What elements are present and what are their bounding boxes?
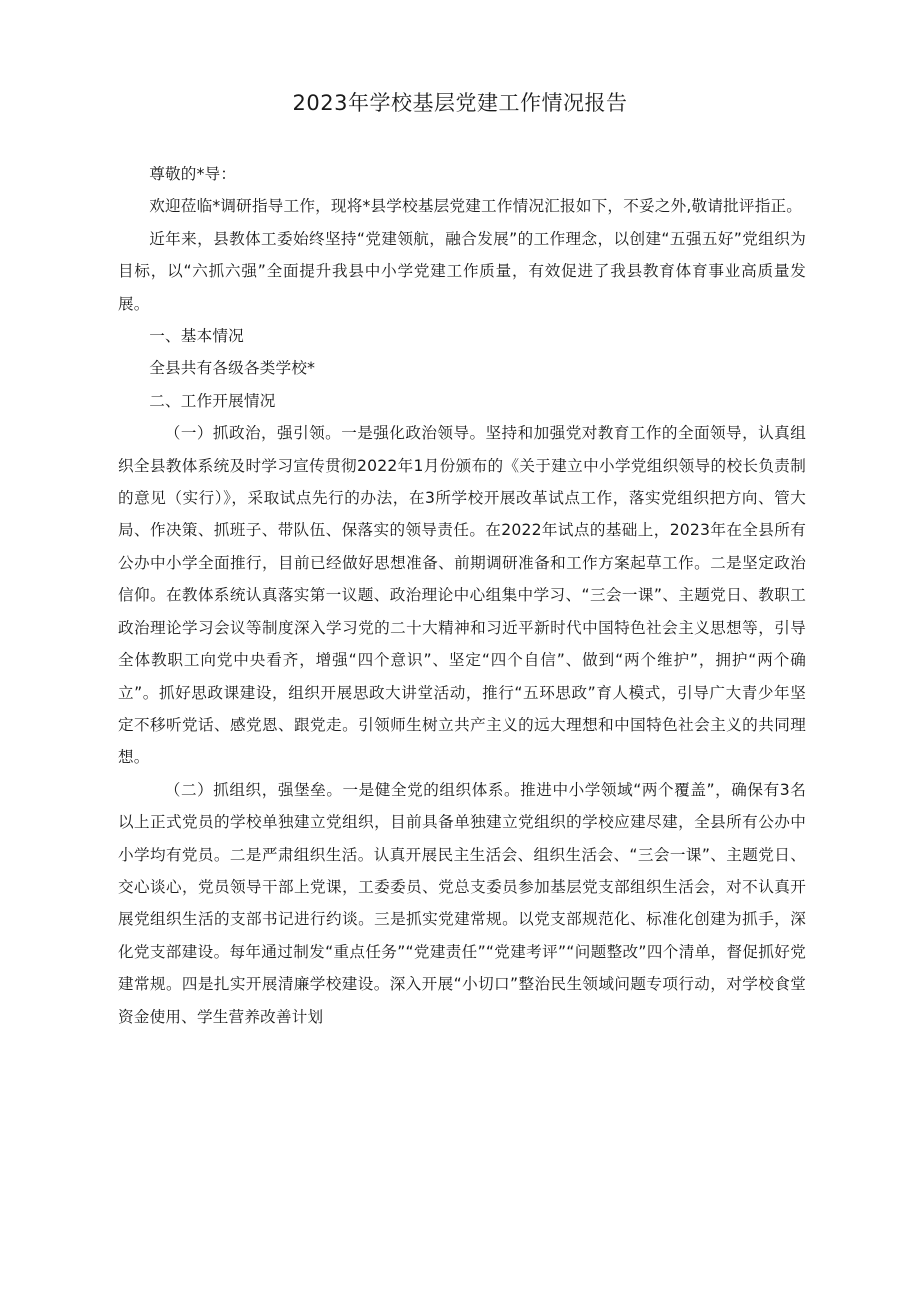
intro-paragraph: 欢迎莅临*调研指导工作，现将*县学校基层党建工作情况汇报如下，不妥之外,敬请批评指正。 [149,197,803,216]
document-title: 2023年学校基层党建工作情况报告 [292,91,628,115]
section-heading-work-progress: 二、工作开展情况 [149,391,276,410]
politics-paragraph: （一）抓政治，强引领。一是强化政治领导。坚持和加强党对教育工作的全面领导，认真组织全县教体系统及时学习宣传贯彻2022年1月份颁布的《关于建立中小学党组织领导的校长负责制的意见（实行）》，采取试点先行的办法，在3所学校开展改革试点工作，落实党组织把方向、管大局、作决策、抓班子、带队伍、保落实的领导责任。在2022年试点的基础上，2023年在全县所有公办中小学全面推行，目前已经做好思想准备、前期调研准备和工作方案起草工作。二是坚定政治信仰。在教体系统认真落实第一议题、政治理论中心组集中学习、“三会一课”、主题党日、教职工政治理论学习会议等制度深入学习党的二十大精神和习近平新时代中国特色社会主义思想等，引导全体教职工向党中央看齐，增强“四个意识”、坚定“四个自信”、做到“两个维护”，拥护“两个确立”。抓好思政课建设，组织开展思政大讲堂活动，推行“五环思政”育人模式，引导广大青少年坚定不移听党话、感党恩、跟党走。引领师生树立共产主义的远大理想和中国特色社会主义的共同理想。 [118,424,806,767]
basic-info-paragraph: 全县共有各级各类学校* [149,359,316,378]
salutation: 尊敬的*导： [149,165,237,183]
overview-paragraph: 近年来，县教体工委始终坚持“党建领航，融合发展”的工作理念，以创建“五强五好”党组织为目标，以“六抓六强”全面提升我县中小学党建工作质量，有效促进了我县教育体育事业高质量发展。 [118,229,806,313]
document-body [118,158,806,1033]
organization-paragraph: （二）抓组织，强堡垒。一是健全党的组织体系。推进中小学领域“两个覆盖”，确保有3名以上正式党员的学校单独建立党组织，目前具备单独建立党组织的学校应建尽建，全县所有公办中小学均有党员。二是严肃组织生活。认真开展民主生活会、组织生活会、“三会一课”、主题党日、交心谈心，党员领导干部上党课，工委委员、党总支委员参加基层党支部组织生活会，对不认真开展党组织生活的支部书记进行约谈。三是抓实党建常规。以党支部规范化、标准化创建为抓手，深化党支部建设。每年通过制发“重点任务”“党建责任”“党建考评”“问题整改”四个清单，督促抓好党建常规。四是扎实开展清廉学校建设。深入开展“小切口”整治民生领域问题专项行动，对学校食堂资金使用、学生营养改善计划 [118,780,806,1026]
section-heading-basic-info: 一、基本情况 [149,327,244,346]
